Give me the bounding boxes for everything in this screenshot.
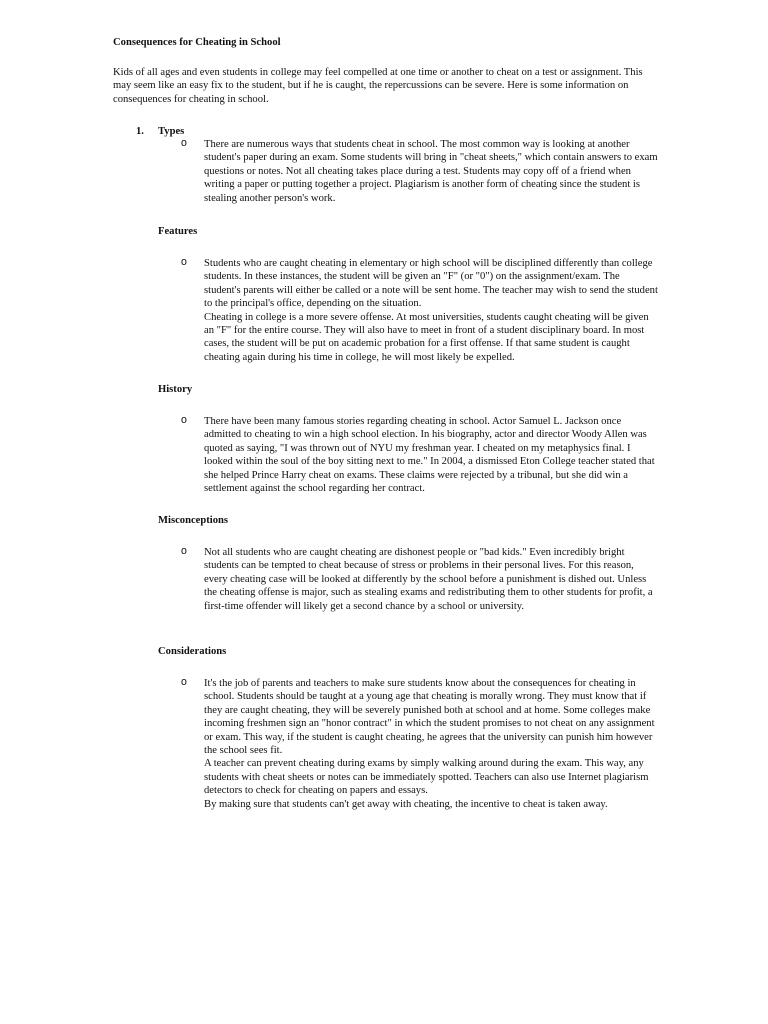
bullet-marker: o: [181, 545, 187, 557]
intro-paragraph: Kids of all ages and even students in college may feel compelled at one time or another to cheat on a test or assignment. This may seem like an easy fix to the student, but if he is caught, the repercussions can be severe. Here is some information on consequences for cheating in school.: [113, 67, 643, 105]
section-heading-misconceptions: Misconceptions: [158, 515, 229, 526]
paragraph: There have been many famous stories regarding cheating in school. Actor Samuel L. Jackson once admitted to cheating to win a high school election. In his biography, actor and director Woody Allen was quoted as saying, "I was thrown out of NYU my freshman year. I cheated on my metaphysics final. I looked within the soul of the boy sitting next to me." In 2004, a dismissed Eton College teacher stated that she helped Prince Harry cheat on exams. These claims were rejected by a tribunal, but she did win a settlement against the school regarding her contract.: [204, 416, 655, 495]
document-title: Consequences for Cheating in School: [113, 37, 281, 48]
section-body-misconceptions: [204, 546, 659, 613]
section-heading-types: Types: [158, 126, 185, 137]
paragraph: By making sure that students can't get away with cheating, the incentive to cheat is taken away.: [204, 798, 608, 810]
list-number: 1.: [136, 126, 144, 137]
section-body-types: [204, 138, 659, 205]
paragraph: Students who are caught cheating in elementary or high school will be disciplined differently than college students. In these instances, the student will be given an "F" (or "0") on the assignment/exam. The student's parents will either be called or a note will be sent home. The teacher may wish to send the student to the principal's office, depending on the situation.: [204, 258, 658, 310]
paragraph: There are numerous ways that students cheat in school. The most common way is looking at another student's paper during an exam. Some students will bring in "cheat sheets," which contain answers to exam questions or notes. Not all cheating takes place during a test. Students may copy off of a friend when writing a paper or putting together a project. Plagiarism is another form of cheating since the student is stealing another person's work.: [204, 139, 658, 204]
section-body-history: [204, 415, 659, 495]
paragraph: A teacher can prevent cheating during exams by simply walking around during the exam. This way, any students with cheat sheets or notes can be immediately spotted. Teachers can also use Internet plagiarism detectors to check for cheating on papers and essays.: [204, 758, 649, 797]
bullet-marker: o: [181, 256, 187, 268]
section-heading-history: History: [158, 384, 193, 395]
bullet-marker: o: [181, 414, 187, 426]
section-heading-considerations: Considerations: [158, 646, 227, 657]
paragraph: It's the job of parents and teachers to make sure students know about the consequences for cheating in school. Students should be taught at a young age that cheating is morally wrong. They must know that if they are caught cheating, they will be severely punished both at school and at home. Some colleges make incoming freshmen sign an "honor contract" in which the student promises to not cheat on any assignment or exam. This way, if the student is caught cheating, he agrees that the university can punish him however the school sees fit.: [204, 678, 655, 757]
section-heading-features: Features: [158, 226, 198, 237]
bullet-marker: o: [181, 137, 187, 149]
section-body-features: [204, 257, 659, 364]
paragraph: Not all students who are caught cheating are dishonest people or "bad kids." Even incredibly bright students can be tempted to cheat because of stress or problems in their personal lives. For this reason, every cheating case will be looked at differently by the school before a punishment is dished out. Unless the cheating offense is major, such as stealing exams and redistributing them to other students for profit, a first-time offender will likely get a second chance by a school or university.: [204, 547, 653, 612]
section-body-considerations: [204, 677, 659, 811]
bullet-marker: o: [181, 676, 187, 688]
paragraph: Cheating in college is a more severe offense. At most universities, students caught cheating will be given an "F" for the entire course. They will also have to meet in front of a student disciplinary board. In most cases, the student will be put on academic probation for a first offense. If that same student is caught cheating again during his time in college, he will most likely be expelled.: [204, 311, 649, 363]
